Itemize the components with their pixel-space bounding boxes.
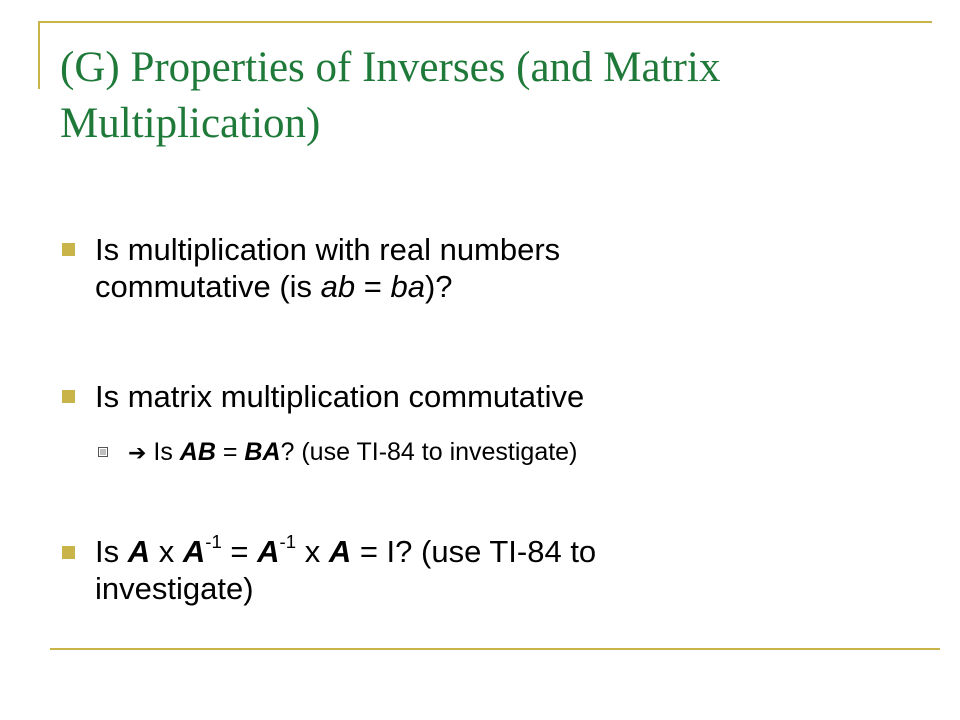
bullet-text: Is matrix multiplication commutative bbox=[95, 379, 585, 414]
bullet-text-segment: x bbox=[150, 534, 183, 569]
square-bullet-icon bbox=[62, 390, 75, 403]
sub-text-segment: = bbox=[215, 438, 245, 466]
bullet-text-segment: )? bbox=[424, 269, 453, 304]
left-rule bbox=[38, 21, 40, 89]
square-bullet-icon bbox=[62, 546, 75, 559]
bottom-rule bbox=[50, 648, 940, 650]
sub-text-segment: ? (use TI-84 to investigate) bbox=[280, 438, 578, 466]
matrix-a: A bbox=[182, 534, 206, 569]
matrix-a: A bbox=[127, 534, 151, 569]
variable-ba: ba bbox=[390, 269, 425, 304]
bullet-line: investigate) bbox=[95, 571, 254, 606]
variable-ab: ab bbox=[320, 269, 356, 304]
bullet-text bbox=[95, 231, 915, 305]
matrix-ba: BA bbox=[244, 438, 281, 466]
bullet-text-segment: = I? (use TI-84 to bbox=[351, 534, 597, 569]
bullet-text-segment: Is bbox=[95, 534, 128, 569]
sub-bullet-text bbox=[128, 437, 918, 469]
bullet-text-segment: commutative (is bbox=[95, 269, 321, 304]
bullet-text-segment: x bbox=[296, 534, 329, 569]
exponent: -1 bbox=[279, 530, 297, 552]
top-rule bbox=[38, 21, 932, 23]
slide-title: (G) Properties of Inverses (and Matrix Multiplication) bbox=[60, 44, 721, 147]
square-bullet-icon bbox=[62, 243, 75, 256]
exponent: -1 bbox=[205, 530, 222, 552]
right-arrow-icon: ➔ bbox=[128, 441, 147, 466]
sub-bullet-box-icon bbox=[98, 447, 108, 457]
bullet-text bbox=[95, 530, 915, 607]
bullet-text-segment: = bbox=[355, 269, 391, 304]
matrix-ab: AB bbox=[179, 438, 216, 466]
matrix-a: A bbox=[328, 534, 352, 569]
bullet-line: Is multiplication with real numbers bbox=[95, 232, 561, 267]
bullet-text-segment: = bbox=[221, 534, 258, 569]
sub-text-segment: Is bbox=[146, 438, 180, 466]
matrix-a: A bbox=[257, 534, 280, 569]
